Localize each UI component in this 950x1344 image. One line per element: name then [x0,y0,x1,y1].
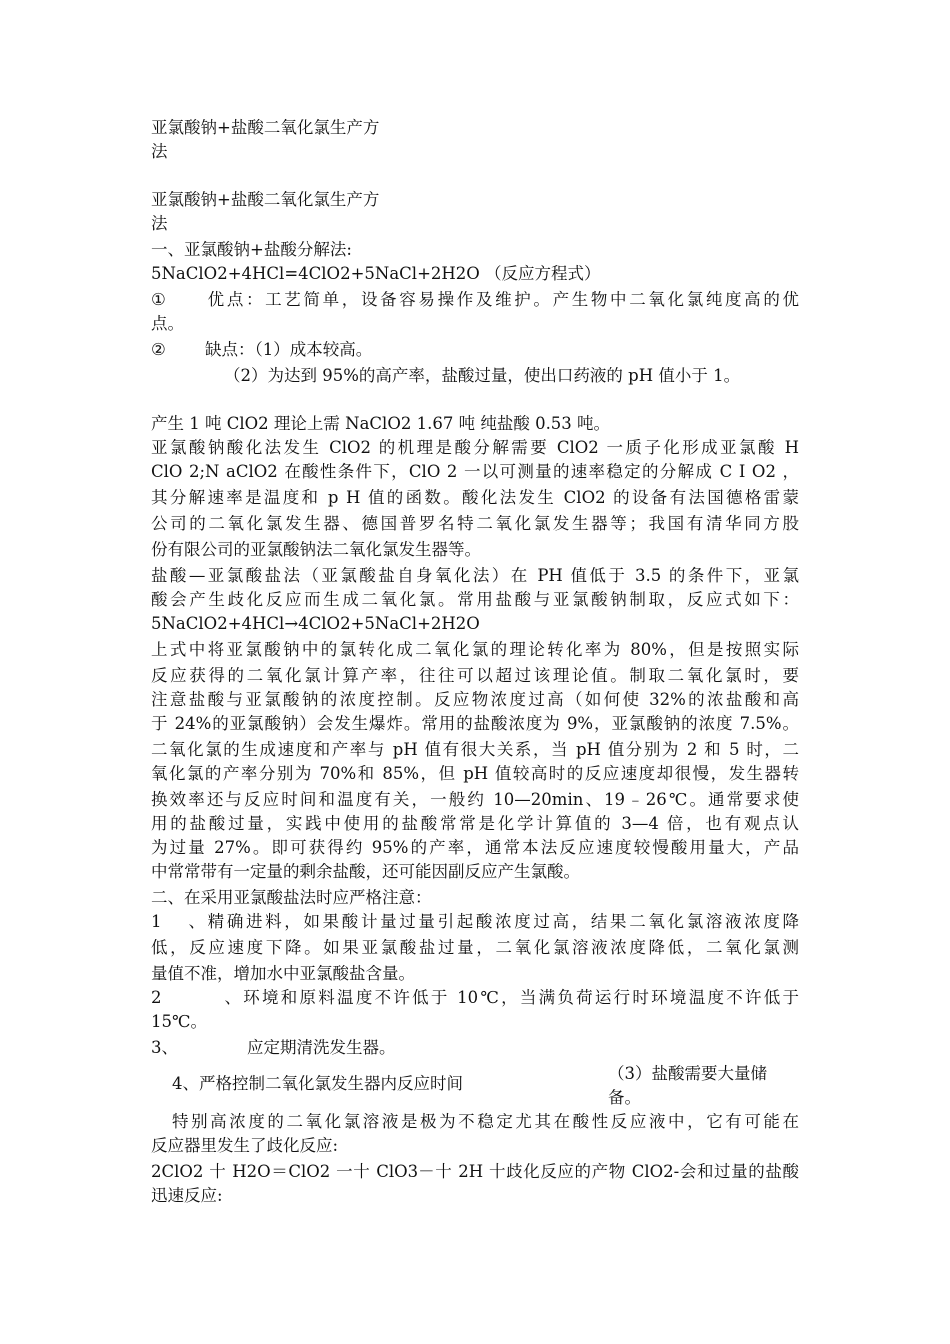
equation: 5NaClO2+4HCl=4ClO2+5NaCl+2H2O （反应方程式） [151,264,601,283]
text-line: 注意盐酸与亚氯酸钠的浓度控制。反应物浓度过高（如何使 32%的浓盐酸和高 [151,690,799,709]
text-line: 换效率还与反应时间和温度有关，一般约 10—20min、19﹣26℃。通常要求使 [151,790,799,809]
text-line: 反应器里发生了歧化反应: [151,1136,339,1155]
list-item: 4、严格控制二氧化氯发生器内反应时间 [172,1074,463,1093]
text-line: 其分解速率是温度和 p H 值的函数。酸化法发生 ClO2 的设备有法国德格雷蒙 [151,488,799,507]
text-line: 用的盐酸过量，实践中使用的盐酸常常是化学计算值的 3—4 倍，也有观点认 [151,814,799,833]
list-item-text: 环境和原料温度不许低于 10℃，当满负荷运行时环境温度不许低于 [241,988,799,1007]
text-line: 上式中将亚氯酸钠中的氯转化成二氧化氯的理论转化率为 80%，但是按照实际 [151,640,799,659]
text-line: 二氧化氯的生成速度和产率与 pH 值有很大关系，当 pH 值分别为 2 和 5 时，二 [151,740,799,759]
list-marker: ② [151,340,166,359]
side-note: （3）盐酸需要大量储备。 [608,1064,767,1107]
section-heading: 一、亚氯酸钠+盐酸分解法: [151,240,352,259]
heading-line: 法 [151,214,168,233]
text-line: 低，反应速度下降。如果亚氯酸盐过量，二氧化氯溶液浓度降低，二氧化氯测 [151,938,799,957]
text-line: 氧化氯的产率分别为 70%和 85%，但 pH 值较高时的反应速度却很慢，发生器转 [151,764,799,783]
list-marker: 3、 [151,1038,178,1057]
list-marker: ① [151,290,166,309]
heading-line: 亚氯酸钠+盐酸二氧化氯生产方 [151,190,380,209]
advantage-line: 点。 [151,314,184,333]
advantage-line [151,288,799,312]
text-line: 反应获得的二氧化氯计算产率，往往可以超过该理论值。制取二氧化氯时，要 [151,666,799,685]
title-line: 亚氯酸钠+盐酸二氧化氯生产方 [151,118,380,137]
text-line: 份有限公司的亚氯酸钠法二氧化氯发生器等。 [151,540,481,559]
list-marker: 1、 [151,912,205,931]
text-line: 盐酸—亚氯酸盐法（亚氯酸盐自身氧化法）在 PH 值低于 3.5 的条件下，亚氯 [151,566,799,585]
list-item [151,1036,396,1060]
advantage-text: 优点：工艺简单，设备容易操作及维护。产生物中二氧化氯纯度高的优 [205,290,799,309]
list-item-text: 应定期清洗发生器。 [247,1038,396,1057]
list-item [151,986,799,1010]
text-line: ClO 2;N aClO2 在酸性条件下，ClO 2 一以可测量的速率稳定的分解成 C I O2 ， [151,462,799,481]
text-line: 中常常带有一定量的剩余盐酸，还可能因副反应产生氯酸。 [151,862,580,881]
list-item-text: 精确进料，如果酸计量过量引起酸浓度过高，结果二氧化氯溶液浓度降 [205,912,799,931]
equation-line: 2ClO2 十 H2O＝ClO2 一十 ClO3－十 2H 十歧化反应的产物 ClO2-会和过量的盐酸 [151,1162,799,1181]
text-line: 亚氯酸钠酸化法发生 ClO2 的机理是酸分解需要 ClO2 一质子化形成亚氯酸 H [151,438,799,457]
section-heading: 二、在采用亚氯酸盐法时应严格注意： [151,888,432,907]
disadvantage-line [151,338,372,362]
list-item [151,910,799,934]
text-line: 量值不准，增加水中亚氯酸盐含量。 [151,964,415,983]
text-line: 产生 1 吨 ClO2 理论上需 NaClO2 1.67 吨 纯盐酸 0.53 吨。 [151,414,611,433]
text-line: 15℃。 [151,1012,207,1031]
list-marker: 2、 [151,988,241,1007]
text-line: 于 24%的亚氯酸钠）会发生爆炸。常用的盐酸浓度为 9%，亚氯酸钠的浓度 7.5%。 [151,714,799,733]
disadvantage-line: （2）为达到 95%的高产率，盐酸过量，使出口药液的 pH 值小于 1。 [224,366,741,385]
text-line: 酸会产生歧化反应而生成二氧化氯。常用盐酸与亚氯酸钠制取，反应式如下： [151,590,799,609]
text-line: 特别高浓度的二氧化氯溶液是极为不稳定尤其在酸性反应液中，它有可能在 [172,1112,799,1131]
equation: 5NaClO2+4HCl→4ClO2+5NaCl+2H2O [151,614,480,633]
disadvantage-text: 缺点：（1）成本较高。 [205,340,373,359]
text-line: 公司的二氧化氯发生器、德国普罗名特二氧化氯发生器等；我国有清华同方股 [151,514,799,533]
title-line: 法 [151,142,168,161]
text-line: 迅速反应: [151,1186,223,1205]
text-line: 为过量 27%。即可获得约 95%的产率，通常本法反应速度较慢酸用量大，产品 [151,838,799,857]
